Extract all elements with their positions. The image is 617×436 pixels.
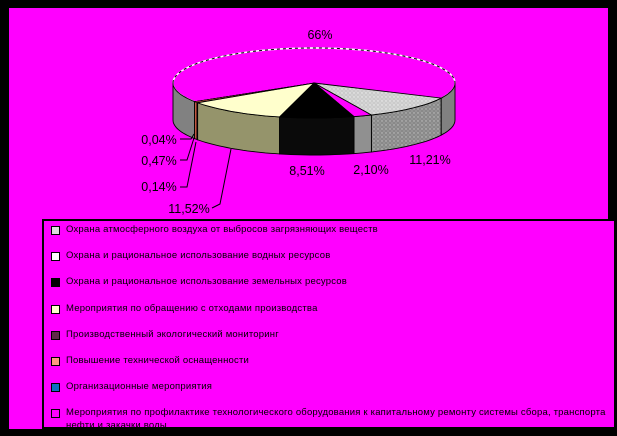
pie-slice-side-1: [354, 115, 371, 154]
legend-item-label: Организационные мероприятия: [66, 381, 213, 393]
legend-item-label: Охрана атмосферного воздуха от выбросов загрязняющих веществ: [66, 224, 378, 235]
pie-label-1: 2,10%: [353, 163, 389, 177]
legend-item-label: Мероприятия по обращению с отходами производства: [66, 302, 318, 314]
leader-line-5: [180, 138, 194, 160]
pie-label-7: 66%: [307, 28, 333, 42]
legend-item-1: [51, 250, 610, 263]
legend-item-label: Производственный экологический мониторинг: [66, 328, 279, 340]
pie-label-0: 11,21%: [409, 153, 451, 167]
pie-label-6: 0,04%: [141, 133, 177, 147]
chart-background: [9, 8, 608, 429]
legend-item-label: Повышение технической оснащенности: [66, 355, 250, 366]
legend-item-7: [51, 407, 610, 432]
legend-marker-icon: [51, 409, 60, 418]
legend-marker-icon: [51, 226, 60, 235]
pie-label-5: 0,47%: [141, 154, 177, 168]
pie-label-3: 11,52%: [168, 202, 210, 216]
legend-item-label: Охрана и рациональное использование водных ресурсов: [66, 250, 331, 262]
legend-item-2: [51, 276, 610, 289]
chart-legend: [42, 219, 616, 429]
leader-line-3: [212, 149, 231, 208]
legend-marker-icon: [51, 383, 60, 392]
pie-slice-side-2: [280, 117, 355, 155]
legend-marker-icon: [51, 305, 60, 314]
legend-item-5: [51, 355, 610, 368]
legend-marker-icon: [51, 252, 60, 261]
legend-marker-icon: [51, 278, 60, 287]
legend-marker-icon: [51, 331, 60, 340]
pie-label-2: 8,51%: [289, 164, 325, 178]
legend-item-4: [51, 329, 610, 342]
legend-item-label: Охрана и рациональное использование земельных ресурсов: [66, 276, 348, 288]
pie-label-4: 0,14%: [141, 180, 177, 194]
legend-marker-icon: [51, 357, 60, 366]
legend-item-3: [51, 303, 610, 316]
legend-item-0: [51, 224, 610, 237]
leader-line-4: [180, 142, 196, 187]
legend-item-label: Мероприятия по профилактике технологического оборудования к капитальному ремонту системы сбора, транспорта нефти и закачки воды.: [66, 407, 606, 431]
legend-item-6: [51, 381, 610, 394]
